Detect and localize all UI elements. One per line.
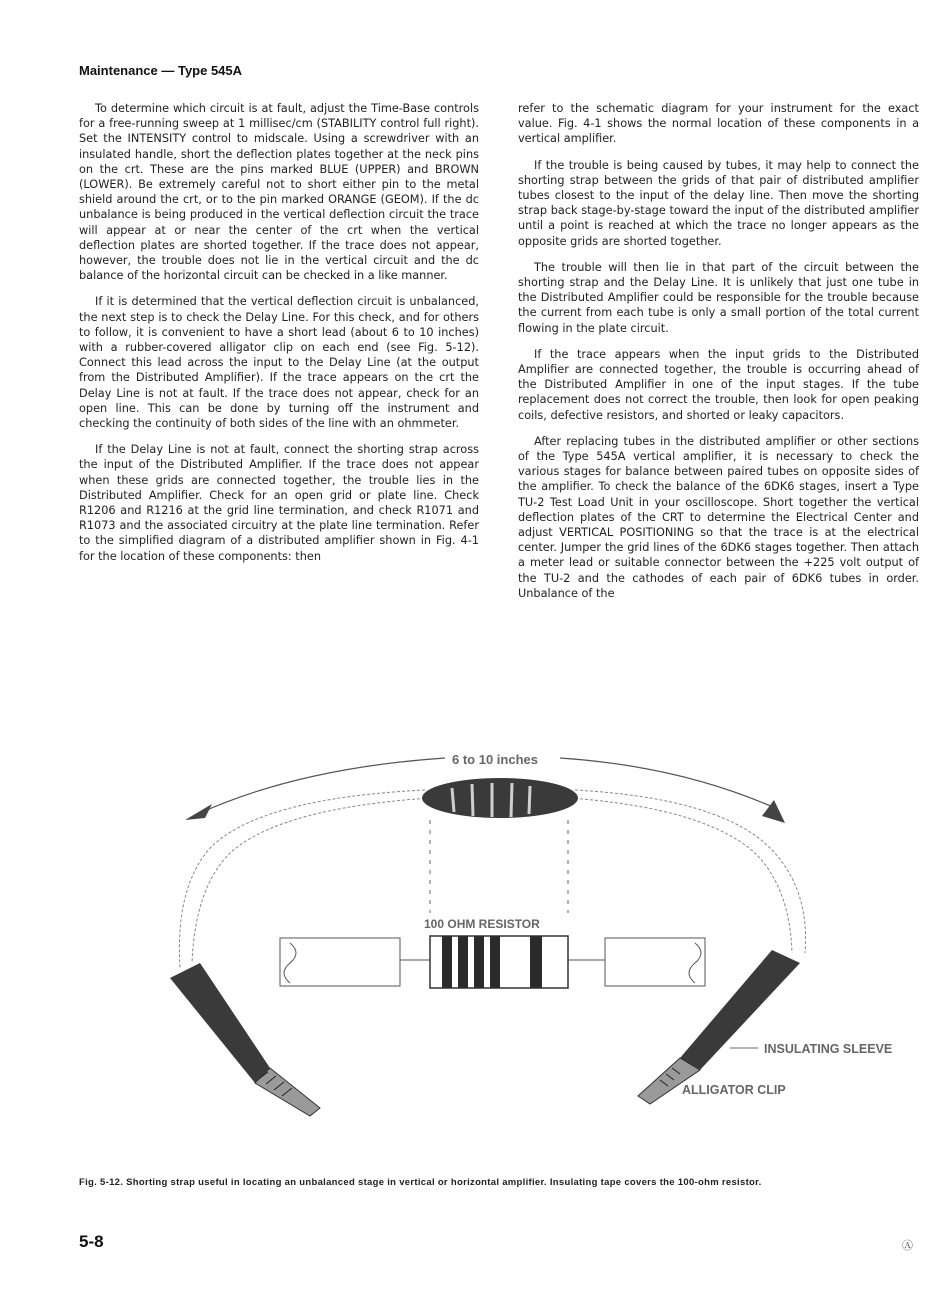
paragraph: The trouble will then lie in that part of the circuit between the shorting strap and the Delay Line. It is unlikely that just one tube in the Distributed Amplifier could be responsible for the trouble because the current from each tube is only a small portion of the total current flowing in the plate circuit.	[518, 260, 919, 335]
paragraph: After replacing tubes in the distributed amplifier or other sections of the Type 545A vertical amplifier, it is necessary to check the various stages for balance between paired tubes on opposite sides of the amplifier. To check the balance of the 6DK6 stages, insert a Type TU-2 Test Load Unit in your oscilloscope. Short together the vertical deflection plates of the CRT to determine the Electrical Center and adjust VERTICAL POSITIONING so that the trace is at the electrical center. Jumper the grid lines of the 6DK6 stages together. Then attach a meter lead or suitable connector between the +225 volt output of the TU-2 and the cathodes of each pair of 6DK6 tubes in order. Unbalance of the	[518, 434, 919, 600]
resistor-assembly	[280, 936, 705, 988]
left-arrowhead	[185, 804, 212, 820]
figure-caption: Fig. 5-12. Shorting strap useful in locating an unbalanced stage in vertical or horizontal amplifier. Insulating tape covers the 100-ohm resistor.	[79, 1177, 762, 1188]
sleeve-label: INSULATING SLEEVE	[764, 1042, 893, 1056]
length-label: 6 to 10 inches	[452, 752, 538, 767]
paragraph: If the trace appears when the input grids to the Distributed Amplifier are connected together, the trouble is occurring ahead of the Distributed Amplifier in one of the input stages. If the tube replacement does not correct the trouble, then look for open peaking coils, defective resistors, and shorted or leaky capacitors.	[518, 347, 919, 422]
clip-label: ALLIGATOR CLIP	[682, 1083, 786, 1097]
shorting-strap-figure	[160, 738, 920, 1118]
right-alligator-clip	[638, 950, 800, 1104]
running-header: Maintenance — Type 545A	[79, 63, 243, 78]
paragraph: If the Delay Line is not at fault, connect the shorting strap across the input of the Distributed Amplifier. If the trace does not appear when these grids are connected together, the trouble lies in the Distributed Amplifier. Check for an open grid or plate line. Check R1206 and R1216 at the grid line termination, and check R1071 and R1073 and the associated circuitry at the plate line termination. Refer to the simplified diagram of a distributed amplifier shown in Fig. 4-1 for the location of these components: then	[79, 443, 479, 563]
guide-lines	[430, 820, 568, 913]
right-column	[518, 101, 919, 612]
resistor-label: 100 OHM RESISTOR	[424, 917, 540, 931]
page-number: 5-8	[79, 1232, 104, 1251]
paragraph: If it is determined that the vertical deflection circuit is unbalanced, the next step is to check the Delay Line. For this check, and for others to follow, it is convenient to have a short lead (about 6 to 10 inches) with a rubber-covered alligator clip on each end (see Fig. 5-12). Connect this lead across the input to the Delay Line (at the output from the Distributed Amplifier). If the trace appears on the crt the Delay Line is not at fault. If the trace does not appear, check for an open line. This can be done by turning off the instrument and checking the continuity of both sides of the line with an ohmmeter.	[79, 295, 479, 431]
insulating-tape	[422, 778, 578, 818]
paragraph: If the trouble is being caused by tubes, it may help to connect the shorting strap between the grids of that pair of distributed amplifier tubes closest to the input of the delay line. Then move the shorting strap back stage-by-stage toward the input of the distributed amplifier until a point is reached at which the trace no longer appears as the opposite grids are shorted together.	[518, 158, 919, 248]
paragraph: To determine which circuit is at fault, adjust the Time-Base controls for a free-running sweep at 1 millisec/cm (STABILITY control full right). Set the INTENSITY control to midscale. Using a screwdriver with an insulated handle, short the deflection plates together at the neck pins on the crt. These are the pins marked BLUE (UPPER) and BROWN (LOWER). Be extremely careful not to short either pin to the metal shield around the crt, or to the pin marked ORANGE (GEOM). If the dc unbalance is being produced in the vertical deflection circuit the trace will appear at or near the center of the crt when the vertical deflection plates are shorted together. If the trace does not appear, however, the trouble does not lie in the vertical circuit and the dc balance of the horizontal circuit can be checked in a like manner.	[79, 102, 479, 283]
left-column	[79, 101, 479, 575]
publisher-mark: Ⓐ	[902, 1239, 913, 1252]
paragraph: refer to the schematic diagram for your instrument for the exact value. Fig. 4-1 shows the normal location of these components in a vertical amplifier.	[518, 102, 919, 146]
shorting-strap-illustration	[160, 738, 920, 1118]
